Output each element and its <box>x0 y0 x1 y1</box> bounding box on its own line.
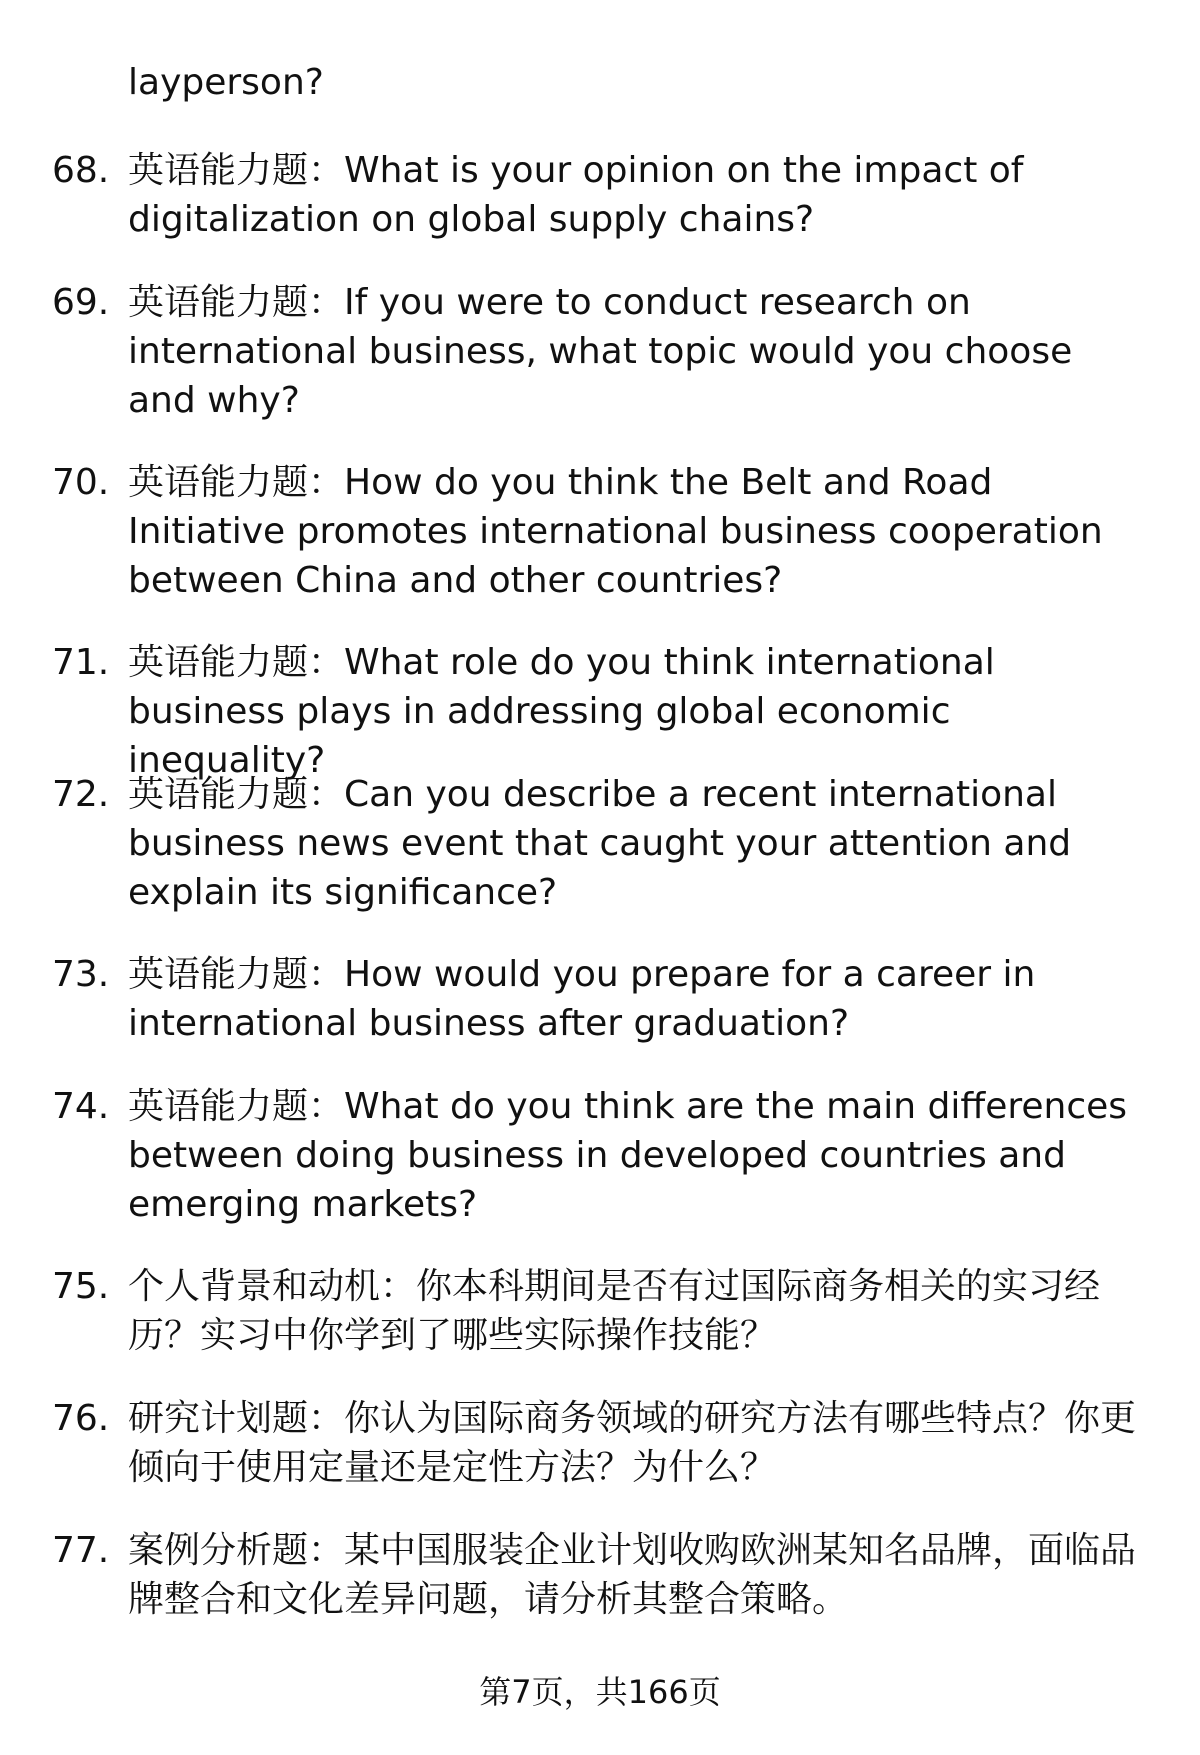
item-text: 英语能力题：If you were to conduct research on international business, what topic would you choose and why? <box>128 282 1073 421</box>
item-text: 案例分析题：某中国服装企业计划收购欧洲某知名品牌，面临品牌整合和文化差异问题，请分析其整合策略。 <box>128 1530 1137 1620</box>
item-text: 英语能力题：How would you prepare for a career in international business after graduation? <box>128 954 1036 1044</box>
item-number: 71. <box>52 642 110 683</box>
item-number: 68. <box>52 150 110 191</box>
item-number: 69. <box>52 282 110 323</box>
item-text: 个人背景和动机：你本科期间是否有过国际商务相关的实习经历？实习中你学到了哪些实际操作技能？ <box>128 1266 1101 1356</box>
item-number: 75. <box>52 1266 110 1307</box>
item-number: 72. <box>52 774 110 815</box>
item-text: 英语能力题：How do you think the Belt and Road Initiative promotes international business cooperation between China and other countries? <box>128 462 1103 601</box>
item-text: 英语能力题：What is your opinion on the impact of digitalization on global supply chains? <box>128 150 1024 240</box>
item-number: 74. <box>52 1086 110 1127</box>
item-number: 70. <box>52 462 110 503</box>
item-text: 英语能力题：What do you think are the main differences between doing business in developed countries and emerging markets? <box>128 1086 1128 1225</box>
item-text: 研究计划题：你认为国际商务领域的研究方法有哪些特点？你更倾向于使用定量还是定性方法？为什么？ <box>128 1398 1137 1488</box>
item-text: 英语能力题：What role do you think international business plays in addressing global economic inequality? <box>128 642 995 781</box>
item-number: 77. <box>52 1530 110 1571</box>
item-number: 76. <box>52 1398 110 1439</box>
page-number-footer: 第7页，共166页 <box>479 1673 721 1711</box>
continuation-text: layperson? <box>128 62 324 103</box>
item-number: 73. <box>52 954 110 995</box>
item-text: 英语能力题：Can you describe a recent international business news event that caught your attention and explain its significance? <box>128 774 1072 913</box>
